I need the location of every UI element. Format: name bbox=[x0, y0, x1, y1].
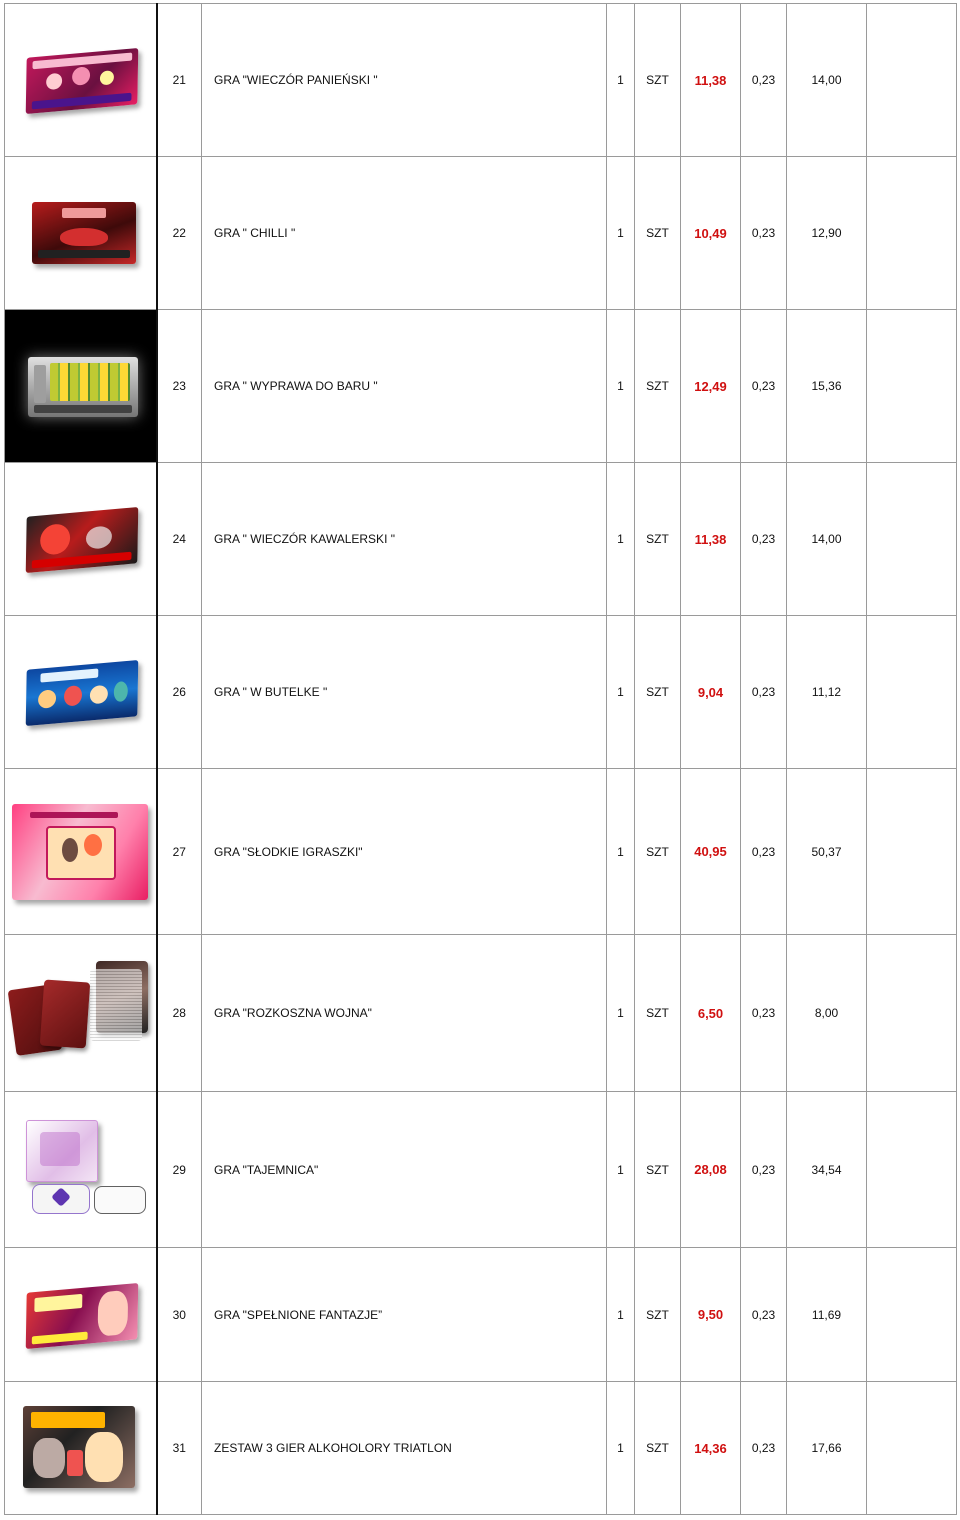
product-image-cell bbox=[5, 769, 157, 935]
product-name: GRA " WIECZÓR KAWALERSKI " bbox=[202, 463, 607, 616]
unit: SZT bbox=[635, 4, 681, 157]
row-number: 30 bbox=[157, 1248, 202, 1382]
row-number: 22 bbox=[157, 157, 202, 310]
quantity: 1 bbox=[607, 4, 635, 157]
empty-cell bbox=[867, 310, 957, 463]
empty-cell bbox=[867, 935, 957, 1092]
empty-cell bbox=[867, 157, 957, 310]
vat-rate: 0,23 bbox=[741, 310, 787, 463]
product-name: GRA "TAJEMNICA" bbox=[202, 1092, 607, 1248]
game-box-icon bbox=[18, 349, 142, 423]
vat-rate: 0,23 bbox=[741, 1092, 787, 1248]
net-price: 12,49 bbox=[681, 310, 741, 463]
product-name: GRA "ROZKOSZNA WOJNA" bbox=[202, 935, 607, 1092]
unit: SZT bbox=[635, 769, 681, 935]
vat-rate: 0,23 bbox=[741, 4, 787, 157]
empty-cell bbox=[867, 1382, 957, 1515]
row-number: 23 bbox=[157, 310, 202, 463]
empty-cell bbox=[867, 769, 957, 935]
unit: SZT bbox=[635, 1382, 681, 1515]
gross-price: 11,12 bbox=[787, 616, 867, 769]
quantity: 1 bbox=[607, 935, 635, 1092]
unit: SZT bbox=[635, 1092, 681, 1248]
vat-rate: 0,23 bbox=[741, 616, 787, 769]
product-image-cell bbox=[5, 1248, 157, 1382]
empty-cell bbox=[867, 4, 957, 157]
unit: SZT bbox=[635, 1248, 681, 1382]
row-number: 26 bbox=[157, 616, 202, 769]
gross-price: 34,54 bbox=[787, 1092, 867, 1248]
gross-price: 15,36 bbox=[787, 310, 867, 463]
vat-rate: 0,23 bbox=[741, 769, 787, 935]
row-number: 29 bbox=[157, 1092, 202, 1248]
product-name: GRA " CHILLI " bbox=[202, 157, 607, 310]
product-image-cell bbox=[5, 463, 157, 616]
vat-rate: 0,23 bbox=[741, 1248, 787, 1382]
net-price: 40,95 bbox=[681, 769, 741, 935]
product-image-cell bbox=[5, 1092, 157, 1248]
product-name: ZESTAW 3 GIER ALKOHOLORY TRIATLON bbox=[202, 1382, 607, 1515]
unit: SZT bbox=[635, 157, 681, 310]
product-table bbox=[4, 3, 957, 1515]
quantity: 1 bbox=[607, 463, 635, 616]
gross-price: 14,00 bbox=[787, 4, 867, 157]
game-box-icon bbox=[18, 196, 142, 270]
quantity: 1 bbox=[607, 1092, 635, 1248]
product-image-cell bbox=[5, 157, 157, 310]
quantity: 1 bbox=[607, 1382, 635, 1515]
vat-rate: 0,23 bbox=[741, 157, 787, 310]
quantity: 1 bbox=[607, 1248, 635, 1382]
net-price: 6,50 bbox=[681, 935, 741, 1092]
net-price: 9,04 bbox=[681, 616, 741, 769]
product-name: GRA "SPEŁNIONE FANTAZJE” bbox=[202, 1248, 607, 1382]
net-price: 10,49 bbox=[681, 157, 741, 310]
gross-price: 8,00 bbox=[787, 935, 867, 1092]
table-row bbox=[5, 463, 957, 616]
net-price: 9,50 bbox=[681, 1248, 741, 1382]
net-price: 11,38 bbox=[681, 463, 741, 616]
net-price: 28,08 bbox=[681, 1092, 741, 1248]
product-image-cell bbox=[5, 4, 157, 157]
row-number: 24 bbox=[157, 463, 202, 616]
table-row bbox=[5, 1092, 957, 1248]
quantity: 1 bbox=[607, 769, 635, 935]
unit: SZT bbox=[635, 310, 681, 463]
gross-price: 11,69 bbox=[787, 1248, 867, 1382]
gross-price: 50,37 bbox=[787, 769, 867, 935]
table-row bbox=[5, 1382, 957, 1515]
price-list-sheet bbox=[4, 3, 956, 1517]
row-number: 31 bbox=[157, 1382, 202, 1515]
game-box-icon bbox=[18, 655, 142, 729]
empty-cell bbox=[867, 1092, 957, 1248]
game-box-icon bbox=[18, 43, 142, 117]
quantity: 1 bbox=[607, 616, 635, 769]
unit: SZT bbox=[635, 616, 681, 769]
product-image-cell bbox=[5, 1382, 157, 1515]
table-row bbox=[5, 616, 957, 769]
table-row bbox=[5, 769, 957, 935]
table-row bbox=[5, 4, 957, 157]
table-row bbox=[5, 157, 957, 310]
unit: SZT bbox=[635, 463, 681, 616]
product-name: GRA "WIECZÓR PANIEŃSKI " bbox=[202, 4, 607, 157]
quantity: 1 bbox=[607, 310, 635, 463]
gift-box-icon bbox=[10, 1114, 150, 1226]
gross-price: 14,00 bbox=[787, 463, 867, 616]
card-deck-icon bbox=[8, 957, 152, 1069]
product-name: GRA " WYPRAWA DO BARU " bbox=[202, 310, 607, 463]
gross-price: 12,90 bbox=[787, 157, 867, 310]
row-number: 27 bbox=[157, 769, 202, 935]
game-box-icon bbox=[10, 800, 150, 904]
net-price: 11,38 bbox=[681, 4, 741, 157]
empty-cell bbox=[867, 1248, 957, 1382]
table-row bbox=[5, 935, 957, 1092]
table-row bbox=[5, 1248, 957, 1382]
row-number: 21 bbox=[157, 4, 202, 157]
game-box-icon bbox=[18, 502, 142, 576]
product-name: GRA "SŁODKIE IGRASZKI" bbox=[202, 769, 607, 935]
vat-rate: 0,23 bbox=[741, 935, 787, 1092]
net-price: 14,36 bbox=[681, 1382, 741, 1515]
game-box-icon bbox=[15, 1400, 145, 1496]
product-name: GRA " W BUTELKE " bbox=[202, 616, 607, 769]
product-image-cell bbox=[5, 310, 157, 463]
gross-price: 17,66 bbox=[787, 1382, 867, 1515]
vat-rate: 0,23 bbox=[741, 463, 787, 616]
product-image-cell bbox=[5, 616, 157, 769]
row-number: 28 bbox=[157, 935, 202, 1092]
unit: SZT bbox=[635, 935, 681, 1092]
table-row bbox=[5, 310, 957, 463]
empty-cell bbox=[867, 463, 957, 616]
quantity: 1 bbox=[607, 157, 635, 310]
game-box-icon bbox=[18, 1278, 142, 1352]
product-image-cell bbox=[5, 935, 157, 1092]
empty-cell bbox=[867, 616, 957, 769]
vat-rate: 0,23 bbox=[741, 1382, 787, 1515]
